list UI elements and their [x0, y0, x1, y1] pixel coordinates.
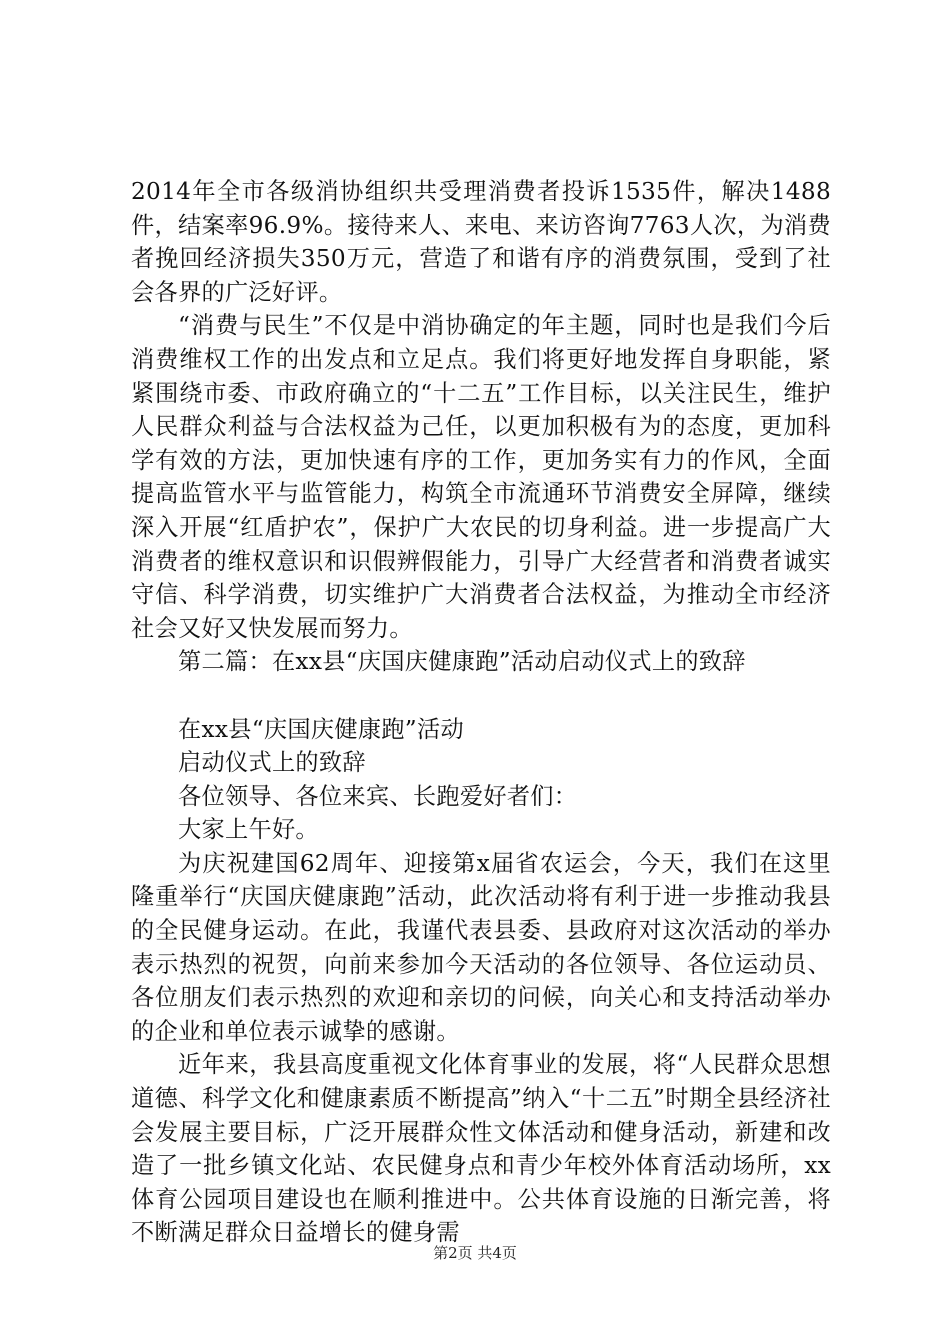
speech-greeting: 大家上午好。: [178, 816, 319, 844]
section-heading-second-article: 第二篇：在xx县“庆国庆健康跑”活动启动仪式上的致辞: [178, 648, 746, 676]
paragraph-celebration: 为庆祝建国62周年、迎接第x届省农运会，今天，我们在这里隆重举行“庆国庆健康跑”活动，此次活动将有利于进一步推动我县的全民健身运动。在此，我谨代表县委、县政府对这次活动的举办表示热烈的祝贺，向前来参加今天活动的各位领导、各位运动员、各位朋友们表示热烈的欢迎和亲切的问候，向关心和支持活动举办的企业和单位表示诚挚的感谢。: [131, 849, 831, 1045]
speech-title-line-1: 在xx县“庆国庆健康跑”活动: [178, 715, 464, 743]
speech-title-line-2: 启动仪式上的致辞: [178, 749, 366, 777]
paragraph-consumption-livelihood: “消费与民生”不仅是中消协确定的年主题，同时也是我们今后消费维权工作的出发点和立足点。我们将更好地发挥自身职能，紧紧围绕市委、市政府确立的“十二五”工作目标，以关注民生，维护人民群众利益与合法权益为己任，以更加积极有为的态度，更加科学有效的方法，更加快速有序的工作，更加务实有力的作风，全面提高监管水平与监管能力，构筑全市流通环节消费安全屏障，继续深入开展“红盾护农”，保护广大农民的切身利益。进一步提高广大消费者的维权意识和识假辨假能力，引导广大经营者和消费者诚实守信、科学消费，切实维护广大消费者合法权益，为推动全市经济社会又好又快发展而努力。: [131, 312, 831, 642]
document-body: [131, 175, 831, 1250]
page-number-footer: 第2页 共4页: [433, 1244, 517, 1262]
paragraph-recent-years: 近年来，我县高度重视文化体育事业的发展，将“人民群众思想道德、科学文化和健康素质不断提高”纳入“十二五”时期全县经济社会发展主要目标，广泛开展群众性文体活动和健身活动，新建和改造了一批乡镇文化站、农民健身点和青少年校外体育活动场所，xx体育公园项目建设也在顺利推进中。公共体育设施的日渐完善，将不断满足群众日益增长的健身需: [131, 1051, 831, 1247]
speech-salutation: 各位领导、各位来宾、长跑爱好者们：: [178, 782, 578, 810]
paragraph-statistics: 2014年全市各级消协组织共受理消费者投诉1535件，解决1488件，结案率96.9%。接待来人、来电、来访咨询7763人次，为消费者挽回经济损失350万元，营造了和谐有序的消费氛围，受到了社会各界的广泛好评。: [131, 178, 831, 306]
blank-line: [131, 679, 831, 713]
